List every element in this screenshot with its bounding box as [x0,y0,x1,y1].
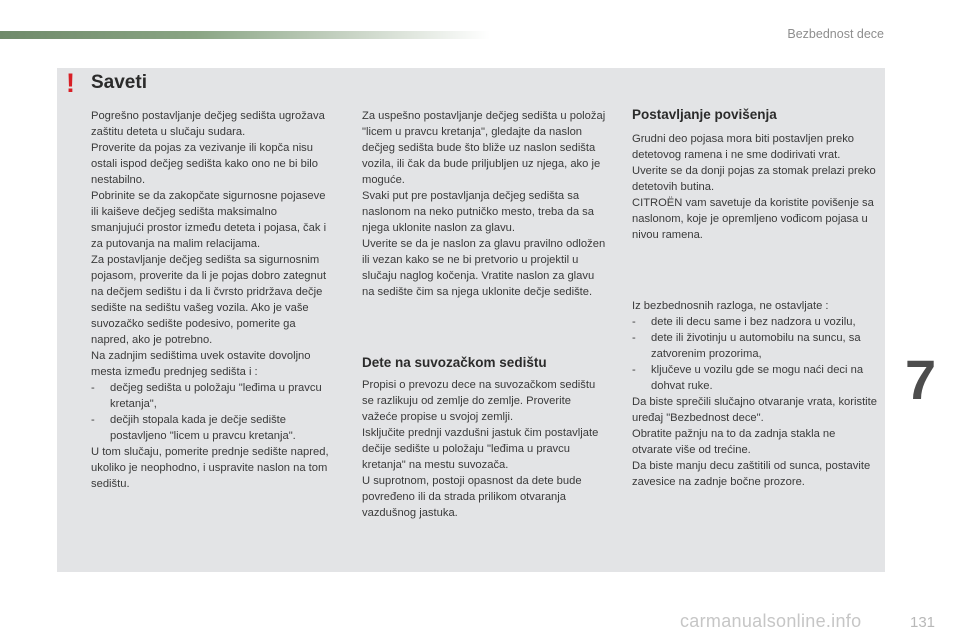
list-marker: - [91,414,95,426]
section-title-booster: Postavljanje povišenja [632,107,777,122]
list-item: - dečjih stopala kada je dečje sedište postavljeno "licem u pravcu kretanja". [91,414,296,442]
chapter-number: 7 [905,348,937,411]
section-front-seat-text [362,377,606,521]
list-item: - dečjeg sedišta u položaju "leđima u pravcu kretanja", [91,382,322,410]
section-title-front-seat: Dete na suvozačkom sedištu [362,355,547,370]
panel-title: Saveti [91,72,147,93]
paragraph: Iz bezbednosnih razloga, ne ostavljate : [632,300,829,312]
paragraph: Na zadnjim sedištima uvek ostavite dovoljno mesta između prednjeg sedišta i : [91,350,311,378]
list-marker: - [91,382,95,394]
paragraph: U suprotnom, postoji opasnost da dete bude povređeno ili da strada prilikom otvaranja vazdušnog jastuka. [362,475,582,519]
list-marker: - [632,316,636,328]
chapter-header-title: Bezbednost dece [787,27,884,41]
header-accent-bar [0,31,490,39]
paragraph: Grudni deo pojasa mora biti postavljen preko detetovog ramena i ne sme dodirivati vrat. [632,133,855,161]
paragraph: Za postavljanje dečjeg sedišta sa sigurnosnim pojasom, proverite da li je pojas dobro zategnut na dečjem sedištu i da li čvrsto pridržava dečje sedište na sedištu vašeg vozila. Ako je vaše suvozačko sedište podesivo, pomerite ga napred, ako je potrebno. [91,254,327,346]
warning-exclamation-icon: ! [66,68,75,98]
watermark: carmanualsonline.info [680,611,862,631]
section-booster-text [632,131,878,243]
paragraph: Da biste manju decu zaštitili od sunca, postavite zavesice na zadnje bočne prozore. [632,460,871,488]
list-item: - dete ili decu same i bez nadzora u vozilu, [632,316,856,328]
paragraph: Proverite da pojas za vezivanje ili kopča nisu ostali ispod dečjeg sedišta kako ono ne bi bilo nestabilno. [91,142,319,186]
paragraph: Da biste sprečili slučajno otvaranje vrata, koristite uređaj "Bezbednost dece". [632,396,877,424]
column-2 [362,108,606,300]
paragraph: Pobrinite se da zakopčate sigurnosne pojaseve ili kaiševe dečjeg sedišta maksimalno smanjujući prostor između deteta i pojasa, čak i za putovanja na malim relacijama. [91,190,327,250]
page-number: 131 [910,614,936,631]
paragraph: Obratite pažnju na to da zadnja stakla ne otvarate više od trećine. [632,428,836,456]
paragraph: U tom slučaju, pomerite prednje sedište napred, ukoliko je neophodno, i uspravite naslon na tom sedištu. [91,446,329,490]
paragraph: CITROËN vam savetuje da koristite povišenje sa naslonom, koje je opremljeno vođicom pojasa u nivou ramena. [632,197,874,241]
list-item: - ključeve u vozilu gde se mogu naći deci na dohvat ruke. [632,364,864,392]
column-1 [91,108,329,492]
paragraph: Uverite se da je naslon za glavu pravilno odložen ili vezan kako se ne bi pretvorio u projektil u slučaju naglog kočenja. Vratite naslon za glavu na sedište čim sa njega uklonite dečje sedište. [362,238,606,298]
paragraph: Svaki put pre postavljanja dečjeg sedištа sa naslonom na neko putničko mesto, treba da sa njega uklonite naslon za glavu. [362,190,594,234]
paragraph: Za uspešno postavljanje dečjeg sedišta u položaj "licem u pravcu kretanja", gledajte da naslon dečjeg sedišta bude što bliže uz naslon sedišta vozila, ili čak da bude priljubljen uz njega, ako je moguće. [362,110,606,186]
list-marker: - [632,332,636,344]
paragraph: Pogrešno postavljanje dečjeg sedišta ugrožava zaštitu deteta u slučaju sudara. [91,110,325,138]
paragraph: Propisi o prevozu dece na suvozačkom sedištu se razlikuju od zemlje do zemlje. Proverite važeće propise u svojoj zemlji. [362,379,596,423]
paragraph: Uverite se da donji pojas za stomak prelazi preko detetovih butina. [632,165,876,193]
list-item: - dete ili životinju u automobilu na suncu, sa zatvorenim prozorima, [632,332,861,360]
safety-text [632,298,878,490]
paragraph: Isključite prednji vazdušni jastuk čim postavljate dečije sedište u položaju "leđima u pravcu kretanja" na mestu suvozača. [362,427,599,471]
list-marker: - [632,364,636,376]
